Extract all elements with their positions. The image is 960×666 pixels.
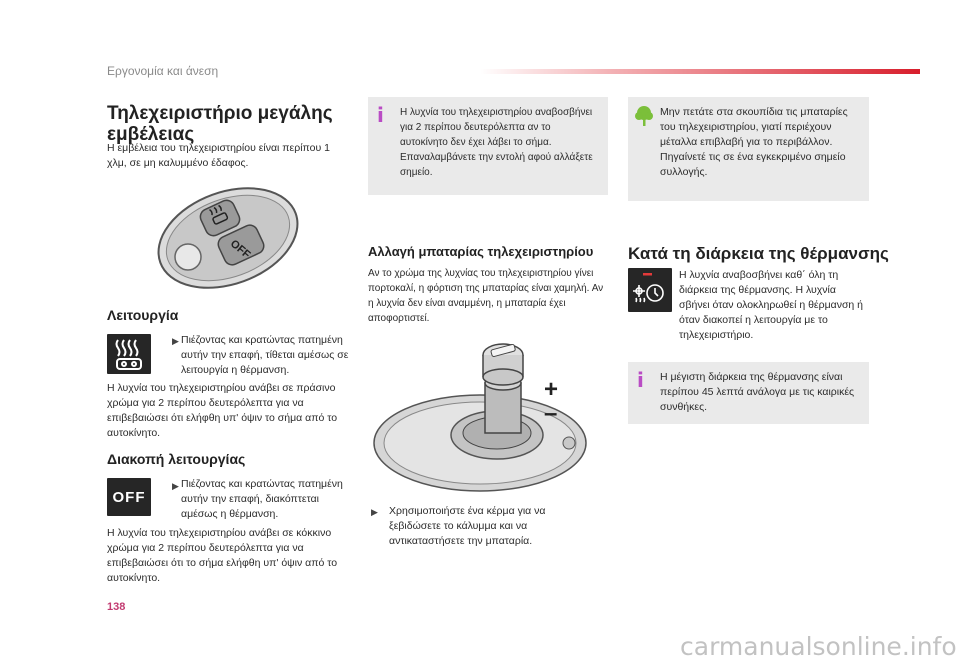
bullet-icon: ▶: [172, 336, 179, 346]
info-note-box: [368, 97, 608, 195]
heating-timer-icon: [628, 268, 672, 312]
header-accent-bar: [480, 69, 920, 74]
info-icon: i: [377, 103, 384, 127]
eco-note-text: Μην πετάτε στα σκουπίδια τις μπαταρίες του τηλεχειριστηρίου, γιατί περιέχουν μέταλλα επιβλαβή για το περιβάλλον. Πηγαίνετέ τις σε ένα εγκεκριμένο σημείο συλλογής.: [660, 106, 848, 178]
stop-body: Η λυχνία του τηλεχειριστηρίου ανάβει σε κόκκινο χρώμα για 2 περίπου δευτερόλεπτα για να επιβεβαιώσει ότι το σήμα ελήφθη υπ' όψιν από το αυτοκίνητο.: [107, 527, 338, 584]
remote-control-image: [150, 182, 300, 294]
battery-body: Αν το χρώμα της λυχνίας του τηλεχειριστηρίου γίνει πορτοκαλί, η φόρτιση της μπαταρίας είναι χαμηλή. Αν η λυχνία δεν είναι αναμμένη, η μπαταρία έχει αποφορτιστεί.: [368, 268, 604, 324]
intro-text: Η εμβέλεια του τηλεχειριστηρίου είναι περίπου 1 χλμ, σε μη καλυμμένο έδαφος.: [107, 142, 330, 169]
heating-on-icon: [107, 334, 151, 374]
battery-minus-label: –: [544, 400, 558, 427]
stop-heading: Διακοπή λειτουργίας: [107, 451, 246, 467]
battery-heading: Αλλαγή μπαταρίας τηλεχειριστηρίου: [368, 244, 594, 259]
operation-body: Η λυχνία του τηλεχειριστηρίου ανάβει σε πράσινο χρώμα για 2 περίπου δευτερόλεπτα για να επιβεβαιώσει ότι ελήφθη υπ' όψιν το σήμα από το αυτοκίνητο.: [107, 382, 338, 439]
battery-bullet-text: Χρησιμοποιήστε ένα κέρμα για να ξεβιδώσετε το κάλυμμα και να αντικαταστήσετε την μπαταρία.: [389, 505, 546, 547]
duration-body: Η λυχνία αναβοσβήνει καθ΄ όλη τη διάρκεια της θέρμανσης. Η λυχνία σβήνει όταν ολοκληρωθεί η θέρμανση ή όταν διακοπεί η λειτουργία με το τηλεχειριστήριο.: [679, 269, 864, 341]
off-button-label: OFF: [112, 488, 146, 506]
operation-heading: Λειτουργία: [107, 307, 179, 323]
watermark: carmanualsonline.info: [680, 632, 957, 661]
info-note-text: Η λυχνία του τηλεχειριστηρίου αναβοσβήνει για 2 περίπου δευτερόλεπτα αν το αυτοκίνητο δεν έχει λάβει το σήμα. Επαναλαμβάνετε την εντολή αφού αλλάξετε σημείο.: [400, 107, 593, 178]
max-duration-note-box: [628, 362, 869, 424]
info-icon: i: [637, 368, 644, 392]
max-duration-note-text: Η μέγιστη διάρκεια της θέρμανσης είναι περίπου 45 λεπτά ανάλογα με τις καιρικές συνθήκες.: [660, 371, 855, 413]
duration-heading: Κατά τη διάρκεια της θέρμανσης: [628, 244, 889, 263]
bullet-icon: ▶: [371, 507, 378, 517]
eco-note-box: [628, 97, 869, 201]
section-label: Εργονομία και άνεση: [107, 64, 219, 78]
stop-bullet-text: Πιέζοντας και κρατώντας πατημένη αυτήν την επαφή, διακόπτεται αμέσως η θέρμανση.: [181, 478, 343, 520]
off-button-icon: [107, 478, 151, 516]
operation-bullet-text: Πιέζοντας και κρατώντας πατημένη αυτήν την επαφή, τίθεται αμέσως σε λειτουργία η θέρμανση.: [181, 334, 349, 376]
bullet-icon: ▶: [172, 481, 179, 491]
page-number: 138: [107, 601, 126, 613]
remote-off-label: OFF: [227, 237, 253, 262]
battery-plus-label: +: [544, 376, 559, 403]
page-title: Τηλεχειριστήριο μεγάλης εμβέλειας: [107, 103, 333, 145]
tree-icon: [634, 105, 654, 127]
